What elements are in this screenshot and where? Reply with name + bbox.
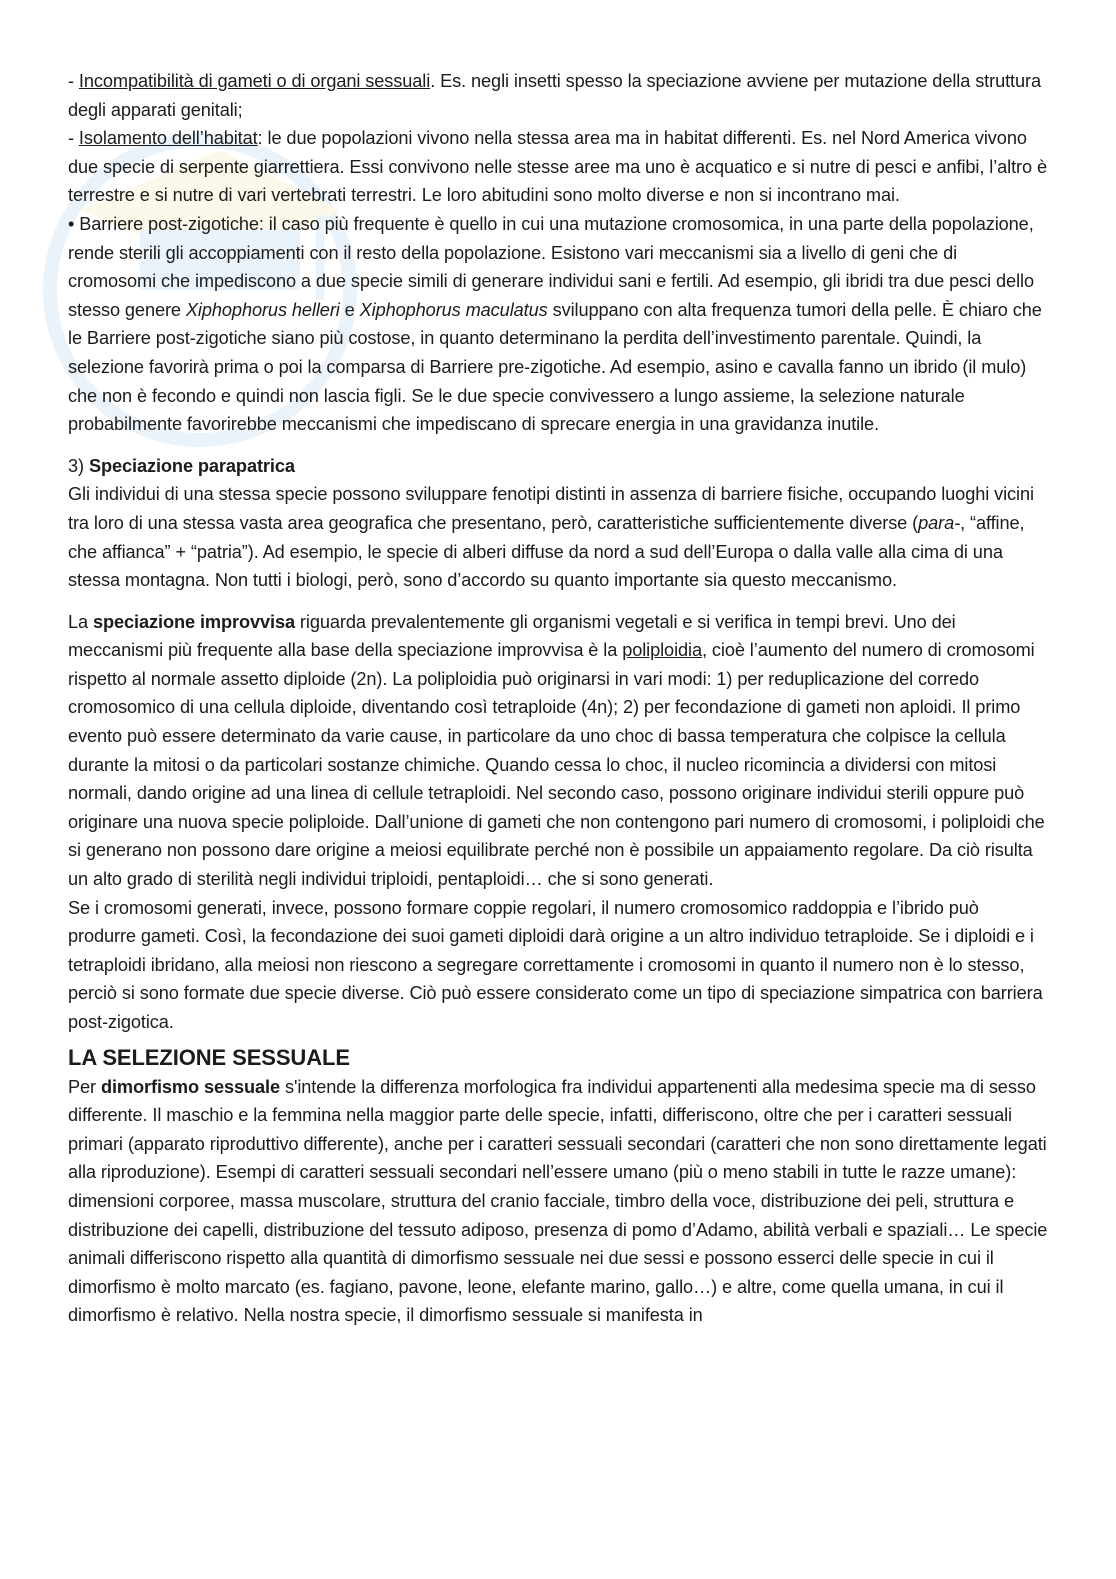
species-name: Xiphophorus helleri [185, 299, 340, 320]
paragraph-sudden-speciation-2: Se i cromosomi generati, invece, possono formare coppie regolari, il numero cromosomico raddoppia e l’ibrido può produrre gameti. Così, la fecondazione dei suoi gameti diploidi darà origine a un altro individuo tetraploide. Se i diploidi e i tetraploidi ibridano, alla meiosi non riescono a segregare correttamente i cromosomi in quanto il numero non è lo stesso, perciò si sono formate due specie diverse. Ciò può essere considerato come un tipo di speciazione simpatrica con barriera post-zigotica. [68, 897, 1043, 1032]
term-sudden-speciation: speciazione improvvisa [92, 611, 295, 632]
heading-sexual-selection: LA SELEZIONE SESSUALE [68, 1044, 350, 1070]
term-sexual-dimorphism: dimorfismo sessuale [100, 1076, 281, 1097]
paragraph-parapatric: Gli individui di una stessa specie possono sviluppare fenotipi distinti in assenza di barriere fisiche, occupando luoghi vicini tra loro di una stessa vasta area geografica che presentano, però, caratteristiche sufficientemente diverse (para-, “affine, che affianca” + “patria”). Ad esempio, le specie di alberi diffuse da nord a sud dell’Europa o dalla valle alla cima di una stessa montagna. Non tutti i biologi, però, sono d’accordo su quanto importante sia questo meccanismo. [68, 484, 1034, 591]
section-title-parapatric: 3) Speciazione parapatrica [68, 455, 295, 476]
list-item-incompatibility: - Incompatibilità di gameti o di organi sessuali. Es. negli insetti spesso la speciazione avviene per mutazione della struttura degli apparati genitali; [68, 71, 1042, 120]
term-polyploidy: poliploidia [622, 640, 702, 661]
paragraph-sudden-speciation: La speciazione improvvisa riguarda prevalentemente gli organismi vegetali e si verifica in tempi brevi. Uno dei meccanismi più frequente alla base della speciazione improvvisa è la poliploidia, cioè l’aumento del numero di cromosomi rispetto al normale assetto diploide (2n). La poliploidia può originarsi in vari modi: 1) per reduplicazione del corredo cromosomico di una cellula diploide, diventando così tetraploide (4n); 2) per fecondazione di gameti non aploidi. Il primo evento può essere determinato da varie cause, in particolare da uno choc di bassa temperatura che colpisce la cellula durante la mitosi o da particolari sostanze chimiche. Quando cessa lo choc, il nucleo ricomincia a dividersi con mitosi normali, dando origine ad una linea di cellule tetraploidi. Nel secondo caso, possono originare individui sterili oppure può originare una nuova specie poliploide. Dall’unione di gameti che non contengono pari numero di cromosomi, i poliploidi che si generano non possono dare origine a meiosi equilibrate perché non è possibile un appaiamento regolare. Da ciò risulta un alto grado di sterilità negli individui triploidi, pentaploidi… che si sono generati. [68, 611, 1045, 890]
list-item-habitat-isolation: - Isolamento dell’habitat: le due popolazioni vivono nella stessa area ma in habitat differenti. Es. nel Nord America vivono due specie di serpente giarrettiera. Essi convivono nelle stesse aree ma uno è acquatico e si nutre di pesci e anfibi, l’altro è terrestre e si nutre di vari vertebrati terrestri. Le loro abitudini sono molto diverse e non si incontrano mai. [68, 128, 1047, 206]
term-incompatibility: Incompatibilità di gameti o di organi sessuali [78, 71, 431, 91]
paragraph-post-zygotic: • Barriere post-zigotiche: il caso più frequente è quello in cui una mutazione cromosomica, in una parte della popolazione, rende sterili gli accoppiamenti con il resto della popolazione. Esistono vari meccanismi sia a livello di geni che di cromosomi che impediscono a due specie simili di generare individui sani e fertili. Ad esempio, gli ibridi tra due pesci dello stesso genere Xiphophorus helleri e Xiphophorus maculatus sviluppano con alta frequenza tumori della pelle. È chiaro che le Barriere post-zigotiche siano più costose, in quanto determinano la perdita dell’investimento parentale. Quindi, la selezione favorirà prima o poi la comparsa di Barriere pre-zigotiche. Ad esempio, asino e cavalla fanno un ibrido (il mulo) che non è fecondo e quindi non lascia figli. Se le due specie convivessero a lungo assieme, la selezione naturale probabilmente favorirebbe meccanismi che impediscano di sprecare energia in una gravidanza inutile. [68, 213, 1042, 435]
paragraph-sexual-dimorphism: Per dimorfismo sessuale s'intende la differenza morfologica fra individui appartenenti alla medesima specie ma di sesso differente. Il maschio e la femmina nella maggior parte delle specie, infatti, differiscono, oltre che per i caratteri sessuali primari (apparato riproduttivo differente), anche per i caratteri sessuali secondari (caratteri che non sono direttamente legati alla riproduzione). Esempi di caratteri sessuali secondari nell’essere umano (più o meno stabili in tutte le razze umane): dimensioni corporee, massa muscolare, struttura del cranio facciale, timbro della voce, distribuzione dei peli, struttura e distribuzione dei capelli, distribuzione del tessuto adiposo, presenza di pomo d’Adamo, abilità verbali e spaziali… Le specie animali differiscono rispetto alla quantità di dimorfismo sessuale nei due sessi e possono esserci delle specie in cui il dimorfismo è molto marcato (es. fagiano, pavone, leone, elefante marino, gallo…) e altre, come quella umana, in cui il dimorfismo è relativo. Nella nostra specie, il dimorfismo sessuale si manifesta in [68, 1076, 1048, 1326]
term-habitat-isolation: Isolamento dell’habitat [78, 128, 258, 149]
document-body [68, 67, 1048, 1330]
species-name: Xiphophorus maculatus [359, 299, 548, 320]
